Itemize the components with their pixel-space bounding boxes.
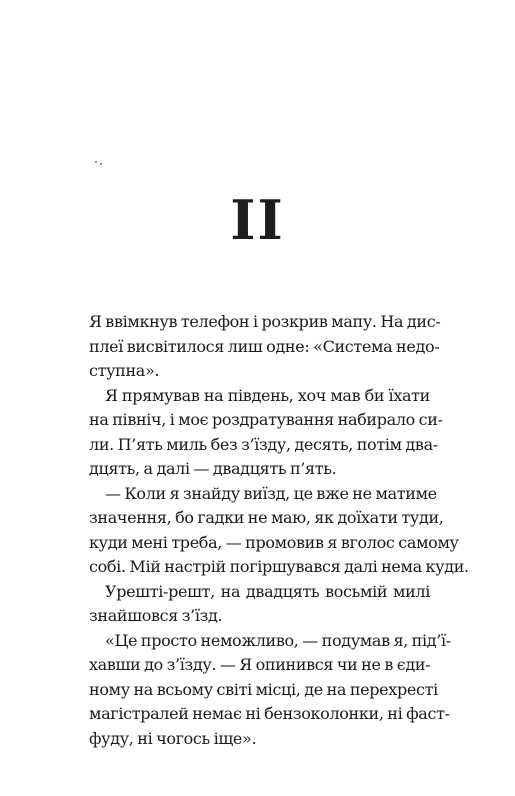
text-line: Я прямував на південь, хоч мав би їхати (105, 385, 430, 405)
print-speck (95, 161, 103, 165)
text-line: хавши до з’їзду. — Я опинився чи не в єди- (89, 655, 431, 674)
text-line: знайшовся з’їзд. (89, 606, 223, 625)
text-line: Я ввімкнув телефон і розкрив мапу. На дис- (89, 312, 441, 331)
text-line: на північ, і моє роздратування набирало си- (89, 410, 443, 429)
text-line: ступна». (89, 361, 160, 380)
text-line: куди мені треба, — промовив я вголос самому (89, 532, 459, 552)
text-line: ному на всьому світі місці, де на перехресті (89, 679, 438, 699)
text-line: собі. Мій настрій погіршувався далі нема куди. (89, 557, 469, 576)
text-line: «Це просто неможливо, — подумав я, під’ї- (105, 630, 451, 650)
text-line: плеї висвітилося лиш одне: «Система недо- (89, 336, 440, 356)
text-line: — Коли я знайду виїзд, це вже не матиме (105, 483, 437, 503)
body-text (89, 310, 469, 751)
text-line: ли. П’ять миль без з’їзду, десять, потім два- (89, 434, 438, 454)
chapter-number: II (230, 188, 285, 252)
text-line: дцять, а далі — двадцять п’ять. (89, 459, 337, 478)
text-line: значення, бо гадки не маю, як доїхати туди, (89, 508, 444, 527)
text-line: фуду, ні чогось іще». (89, 728, 257, 748)
text-line: магістралей немає ні бензоколонки, ні фаст- (89, 704, 450, 723)
text-line: Урешті-решт, на двадцять восьмій милі (105, 581, 430, 601)
